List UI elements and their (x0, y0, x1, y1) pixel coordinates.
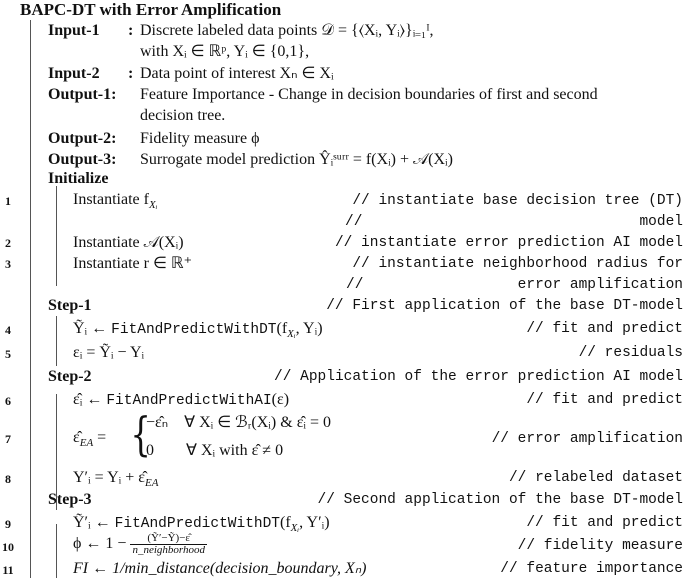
input-1-text: Discrete labeled data points 𝒟 = {⟨Xᵢ, Yᵢ⟩}ᵢ₌₁ᴵ, (140, 22, 434, 39)
output-2-label: Output-2: (48, 130, 117, 147)
line-number: 1 (5, 194, 11, 208)
line-code (73, 191, 157, 214)
step1-block-bar (56, 316, 57, 366)
line-number: 11 (2, 563, 14, 577)
line-code (73, 469, 158, 492)
code-lhs: ε̂ (73, 429, 80, 446)
fraction-denominator: n_neighborhood (132, 544, 205, 556)
line-comment-cont: model (639, 214, 683, 230)
fraction (130, 533, 207, 556)
line-comment: // relabeled dataset (508, 470, 683, 486)
input-1-text-cont: with Xᵢ ∈ ℝᵖ, Yᵢ ∈ {0,1}, (140, 43, 310, 60)
code-subscript: EA (145, 477, 159, 490)
input-2-text: Data point of interest Xₙ ∈ Xᵢ (140, 65, 334, 82)
output-1-text-cont: decision tree. (140, 107, 226, 124)
code-subscript: Xᵢ (148, 199, 158, 212)
line-code: εᵢ = Ỹᵢ − Yᵢ (73, 344, 145, 361)
line-code-lhs (73, 429, 106, 452)
code-args-rest: , Y′ᵢ) (299, 514, 330, 531)
line-code (73, 320, 323, 343)
line-comment: // instantiate error prediction AI model (334, 235, 683, 251)
section-step-1: Step-1 (48, 297, 92, 314)
input-1-label: Input-1 (48, 22, 100, 39)
output-1-text: Feature Importance - Change in decision boundaries of first and second (140, 86, 598, 103)
equals-sign: = (93, 429, 107, 446)
code-lhs: Ỹ′ᵢ ← (73, 514, 115, 531)
line-code (73, 533, 207, 556)
output-1-label: Output-1: (48, 86, 117, 103)
code-subscript: EA (79, 437, 94, 450)
line-comment-cont-prefix: // (346, 277, 364, 293)
algorithm-title: BAPC-DT with Error Amplification (20, 0, 282, 19)
section-step-1-comment: // First application of the base DT-model (326, 298, 683, 314)
line-number: 6 (5, 394, 11, 408)
line-comment: // fit and predict (526, 321, 683, 337)
code-text: Y′ᵢ = Yᵢ + ε̂ (73, 469, 146, 486)
line-code (73, 391, 289, 410)
line-comment-cont-prefix: // (345, 214, 363, 230)
code-subscript: Xᵢ (287, 328, 296, 341)
line-comment: // fit and predict (526, 515, 683, 531)
case-1: −ε̂ₙ ∀ Xᵢ ∈ ℬᵣ(Xᵢ) & ε̂ᵢ = 0 (146, 414, 332, 431)
function-name: FitAndPredictWithDT (111, 322, 277, 338)
code-args: (f (280, 514, 291, 531)
line-number: 4 (5, 323, 11, 337)
left-brace-icon: { (130, 407, 151, 461)
input-2-label: Input-2 (48, 65, 100, 82)
fraction-numerator: (Ỹ′−Ỹ)−ε̂ (130, 533, 207, 545)
outer-block-bar (30, 20, 31, 578)
function-name: FitAndPredictWithDT (114, 516, 280, 532)
line-comment: // feature importance (500, 561, 683, 577)
section-step-2-comment: // Application of the error prediction AI model (274, 369, 683, 385)
code-lhs: ε̂ᵢ ← (73, 391, 107, 408)
output-3-label: Output-3: (48, 151, 117, 168)
line-comment: // residuals (578, 345, 683, 361)
line-comment: // error amplification (491, 431, 683, 447)
line-code: FI ← 1/min_distance(decision_boundary, Xₙ) (73, 560, 367, 577)
line-number: 10 (2, 540, 14, 554)
line-comment: // fidelity measure (517, 538, 683, 554)
code-args: (f (276, 320, 288, 337)
case-2: 0 ∀ Xᵢ with ε̂ ≠ 0 (146, 442, 284, 459)
code-lhs: ϕ ← 1 − (73, 535, 131, 553)
line-number: 3 (5, 257, 11, 271)
input-1-sep: : (128, 22, 134, 39)
code-lhs: Ỹᵢ ← (73, 320, 112, 337)
line-number: 7 (5, 432, 11, 446)
line-code: Instantiate 𝒜(Xᵢ) (73, 234, 184, 251)
code-args-rest: , Yᵢ) (295, 320, 323, 337)
section-step-2: Step-2 (48, 368, 92, 385)
line-comment: // fit and predict (526, 392, 683, 408)
line-code: Instantiate r ∈ ℝ⁺ (73, 255, 193, 272)
line-comment-cont: error amplification (517, 277, 683, 293)
section-step-3: Step-3 (48, 491, 92, 508)
section-initialize: Initialize (48, 170, 109, 187)
line-number: 2 (5, 236, 11, 250)
code-args: (ε) (271, 391, 290, 408)
code-text: Instantiate f (73, 191, 149, 208)
step3-block-bar (56, 524, 57, 578)
line-comment: // instantiate base decision tree (DT) (352, 193, 683, 209)
initialize-block-bar (56, 186, 57, 286)
function-name: FitAndPredictWithAI (106, 393, 272, 409)
output-3-text: Surrogate model prediction Ŷᵢˢᵘʳʳ = f(Xᵢ) + 𝒜(Xᵢ) (140, 151, 453, 168)
input-2-sep: : (128, 65, 134, 82)
line-number: 9 (5, 517, 11, 531)
line-number: 8 (5, 472, 11, 486)
section-step-3-comment: // Second application of the base DT-model (317, 492, 683, 508)
line-comment: // instantiate neighborhood radius for (352, 256, 683, 272)
output-2-text: Fidelity measure ϕ (140, 130, 260, 147)
code-subscript: Xᵢ (290, 522, 300, 535)
line-number: 5 (5, 347, 11, 361)
